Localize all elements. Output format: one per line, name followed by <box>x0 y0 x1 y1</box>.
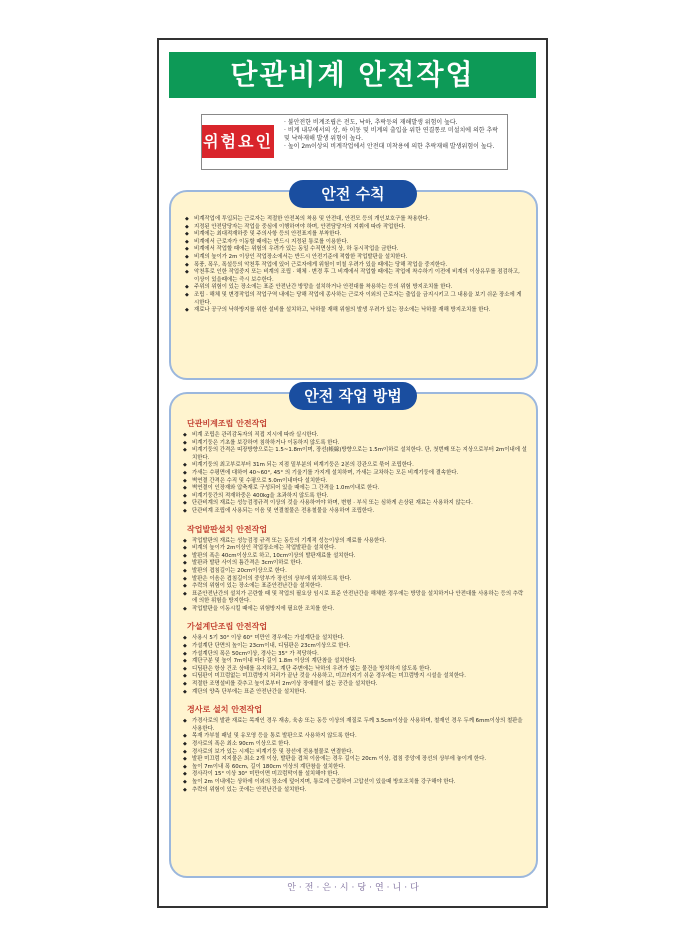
safety-methods-title: 안전 작업 방법 <box>289 382 417 410</box>
rule-item: ◆ 조립 · 해체 및 변경작업의 작업구역 내에는 당해 작업에 종사하는 근로자 이외의 근로자는 출입을 금지시키고 그 내용을 보기 쉬운 장소에 게시한다. <box>185 292 525 307</box>
method-item: ◆ 작업발판을 이동시킬 때에는 위험방지에 필요한 조치를 한다. <box>183 606 527 614</box>
method-item: ◆ 가설계단 단면의 높이는 23cm이내, 디딤판은 23cm이상으로 한다. <box>183 643 527 651</box>
method-item: ◆ 비계기둥의 간격은 띠장방향으로는 1.5~1.8m이며, 장선(帳線)방향으로는 1.5m이하로 설치한다. 단, 첫번째 또는 지상으로부터 2m이내에 설치한다. <box>183 447 527 462</box>
method-item: ◆ 경사각이 15° 이상 30° 미만이면 미끄럼막이를 설치해야 한다. <box>183 771 527 779</box>
safety-rules-list <box>185 216 525 315</box>
method-item: ◆ 추락의 위험이 있는 장소에는 표준안전난간을 설치한다. <box>183 583 527 591</box>
rule-item: ◆ 비계에서 근로자가 이동할 때에는 반드시 지정된 통로를 이용한다. <box>185 239 525 247</box>
section-title: 작업발판설치 안전작업 <box>187 524 268 534</box>
section-title: 경사로 설치 안전작업 <box>187 705 263 715</box>
risk-item: · 높이 2m이상의 비계작업에서 안전대 미착용에 의한 추락재해 발생위험이 높다. <box>284 143 495 150</box>
risk-tag: 위험요인 <box>202 125 274 158</box>
method-item: ◆ 작업발판의 재료는 성능검정 규격 또는 동등의 기계적 성능이상의 재료를 사용한다. <box>183 538 527 546</box>
section-list <box>183 432 527 516</box>
method-item: ◆ 가새는 수평면에 대하여 40~60°, 45° 의 기울기를 가지게 설치하며, 가새는 교차하는 모든 비계기둥에 결속한다. <box>183 470 527 478</box>
method-item: ◆ 벽연결이 인장재와 압축재로 구성되어 있을 때에는 그 간격을 1.0m이내로 한다. <box>183 485 527 493</box>
method-item: ◆ 가경사로의 발판 재료는 목재인 경우 재송, 육송 또는 동등 이상의 재질로 두께 3.5cm이상을 사용하며, 철재인 경우 두께 6mm이상의 철판을 사용한다. <box>183 718 527 733</box>
method-item: ◆ 발판의 겹침길이는 20cm이상으로 한다. <box>183 568 527 576</box>
risk-item: · 불안전한 비계조립은 전도, 낙하, 추락등의 재해발생 위험이 높다. <box>284 119 458 126</box>
footer-slogan: 안·전·은·시·당·연·니·다 <box>287 883 422 893</box>
risk-list <box>284 119 504 151</box>
section-list <box>183 538 527 614</box>
section-title: 단관비계조립 안전작업 <box>187 419 268 428</box>
rule-item: ◆ 비계의 높이가 2m 이상인 작업장소에서는 반드시 안전기준에 적합한 작업발판을 설치한다. <box>185 254 525 262</box>
method-item: ◆ 단관비계의 재료는 성능검정규격 이상의 것을 사용하여야 하며, 변형 · 부식 또는 심하게 손상된 재료는 사용하지 않는다. <box>183 500 527 508</box>
method-item: ◆ 발판과 발판 사이의 틈간격은 3cm이하로 한다. <box>183 560 527 568</box>
method-item: ◆ 높이 7m이내 폭 60cm, 길이 180cm 이상의 계단참을 설치한다. <box>183 764 527 772</box>
method-item: ◆ 발판의 폭은 40cm이상으로 하고, 10cm이상의 발판재료를 설치한다. <box>183 553 527 561</box>
method-item: ◆ 높이 2m 이내에는 상하에 이외의 장소에 덮어지며, 통로에 근접하여 고압선이 있을때 방호조치를 강구해야 한다. <box>183 779 527 787</box>
section-list <box>183 635 527 696</box>
method-item: ◆ 목재 가부칠 패널 및 유모영 등을 통로 발판으로 사용하지 않도록 한다. <box>183 733 527 741</box>
methods-content <box>183 410 527 794</box>
method-item: ◆ 사용시 5기 30° 이상 60° 미만인 경우에는 가설계단을 설치한다. <box>183 635 527 643</box>
method-item: ◆ 경사로의 보가 있는 시제는 비계기둥 및 장선에 전용철물로 연결한다. <box>183 749 527 757</box>
safety-rules-title: 안전 수칙 <box>289 180 417 208</box>
rule-item: ◆ 비계에서 작업할 때에는 위험의 우려가 있는 동일 수직면상의 상, 하 동시작업을 금한다. <box>185 246 525 254</box>
method-item: ◆ 추락의 위험이 있는 곳에는 안전난간을 설치한다. <box>183 787 527 795</box>
risk-item: · 비계 내부에서의 상, 하 이동 및 비계의 출입을 위한 연결통로 미설치에 의한 추락 및 낙하재해 발생 위험이 높다. <box>284 127 499 142</box>
method-item: ◆ 발판 미끄럼 지지물은 최소 2개 이상, 발판을 겹쳐 이음에는 경우 길이는 20cm 이상, 겹침 중앙에 장선의 상부에 놓이게 한다. <box>183 756 527 764</box>
section-list <box>183 718 527 794</box>
method-item: ◆ 비계기둥간의 적재하중은 400kg을 초과하지 않도록 한다. <box>183 493 527 501</box>
section-title: 가설계단조립 안전작업 <box>187 622 268 632</box>
rule-item: ◆ 악천후로 인한 작업중지 또는 비계의 조립 · 해체 · 변경 후 그 비계에서 작업할 때에는 작업에 착수하기 이전에 비계의 이상유무를 점검하고, 이상이 있을때에는 즉시 보수한다. <box>185 269 525 284</box>
method-item: ◆ 경사로의 폭은 최소 90cm 이상으로 한다. <box>183 741 527 749</box>
rule-item: ◆ 비계에는 최대적재하중 및 주의사항 등의 안전표지를 부착한다. <box>185 231 525 239</box>
safety-rules-panel <box>169 185 538 380</box>
method-item: ◆ 벽연결 간격은 수직 및 수평으로 5.0m이내마다 설치한다. <box>183 478 527 486</box>
method-item: ◆ 비계 조립은 관리감독자의 직접 지시에 따라 실시한다. <box>183 432 527 440</box>
poster-title: 단관비계 안전작업 <box>169 52 536 98</box>
method-item: ◆ 가설계단의 폭은 50cm이상, 경사는 35° 가 적당하다. <box>183 651 527 659</box>
risk-factors-box <box>201 114 508 170</box>
rule-item: ◆ 주위의 위험이 있는 장소에는 표준 안전난간 방망을 설치하거나 안전대를 착용하는 등의 위험 방지조치를 한다. <box>185 284 525 292</box>
method-item: ◆ 계단구분 및 높이 7m이내 마다 길이 1.8m 이상의 계단참을 설치한다. <box>183 658 527 666</box>
method-item: ◆ 계단의 양측 단부에는 표준 안전난간을 설치한다. <box>183 689 527 697</box>
method-item: ◆ 발판은 이음은 겹침길이의 중앙부가 장선의 상부에 위치하도록 한다. <box>183 576 527 584</box>
rule-item: ◆ 폭풍, 폭우, 폭설등의 악천후 작업에 있어 근로자에게 위험이 미칠 우려가 있을 때에는 당해 작업을 중지한다. <box>185 262 525 270</box>
rule-item: ◆ 지정된 안전담당자는 작업을 중심에 이행하여야 하며, 안전담당자의 지휘에 따라 작업한다. <box>185 224 525 232</box>
rule-item: ◆ 재료나 공구의 낙하방지를 위한 설비를 설치하고, 낙하물 재해 위험의 발생 우려가 있는 장소에는 낙하물 재해 방지조치를 한다. <box>185 307 525 315</box>
method-item: ◆ 디딤판은 항상 건조 상태를 유지하고, 계단 주변에는 낙하의 우려가 없는 물건을 방치하지 않도록 한다. <box>183 666 527 674</box>
method-item: ◆ 비계의 높이가 2m이상인 작업장소에는 작업발판을 설치한다. <box>183 545 527 553</box>
method-item: ◆ 비계기둥의 최고부로부터 31m 되는 지점 밑부분의 비계기둥은 2본의 강관으로 묶어 조립한다. <box>183 462 527 470</box>
safety-methods-panel <box>169 387 538 878</box>
method-item: ◆ 디딤판이 미끄럼없는 미끄럼방지 처리가 끝난 것을 사용하고, 미끄러지기 쉬운 경우에는 미끄럼방지 시설을 설치한다. <box>183 673 527 681</box>
safety-poster <box>157 38 548 908</box>
method-item: ◆ 비계기둥은 기초를 보강하여 침하하거나 이동하지 않도록 한다. <box>183 440 527 448</box>
method-item: ◆ 단관비계 조립에 사용되는 이음 및 연결철물은 전용철물을 사용하여 조립한다. <box>183 508 527 516</box>
rule-item: ◆ 비계작업에 투입되는 근로자는 적절한 안전복의 착용 및 안전대, 안전모 등의 개인보호구를 착용한다. <box>185 216 525 224</box>
method-item: ◆ 표준안전난간의 설치가 곤란할 때 및 작업의 필요상 임시로 표준 안전난간을 해체한 경우에는 방망을 설치하거나 안전대를 사용하는 등의 추락에 의한 위험을 방지한다. <box>183 591 527 606</box>
method-item: ◆ 적절한 조명설비를 갖추고 높이로부터 2m이상 장애물이 없는 공간을 설치한다. <box>183 681 527 689</box>
